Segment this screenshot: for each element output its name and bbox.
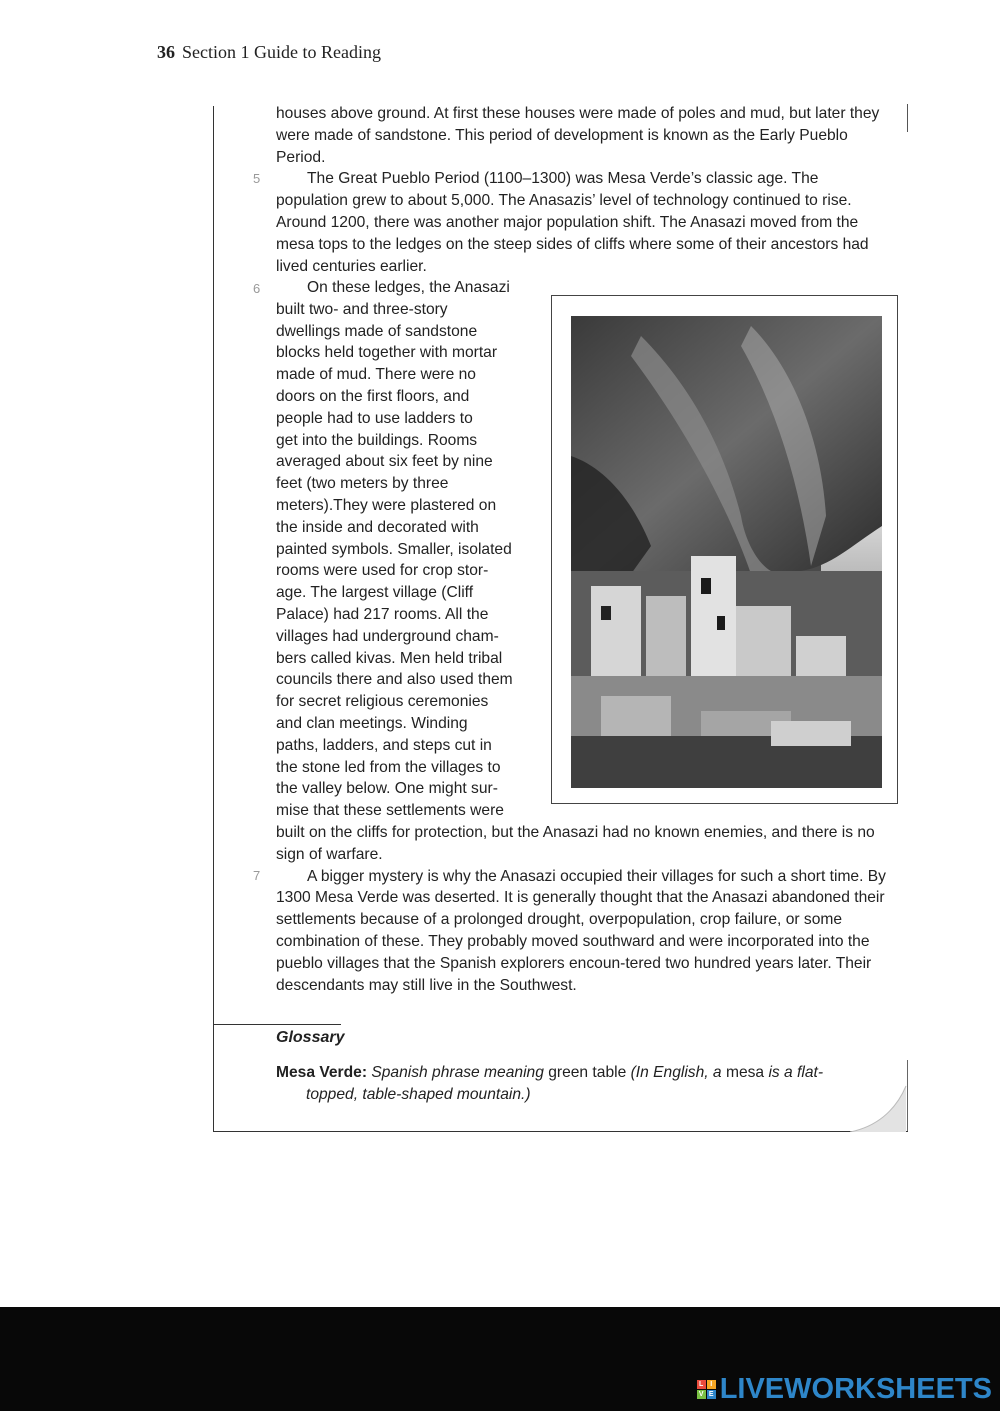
page-number: 36 <box>157 42 175 62</box>
cliff-dwelling-photo <box>571 316 882 788</box>
text-line: villages had underground cham- <box>276 627 499 645</box>
body-text-bottom <box>276 822 886 996</box>
page-header <box>157 42 381 63</box>
text-line: for secret religious ceremonies <box>276 693 489 711</box>
logo-letter: I <box>707 1380 716 1389</box>
glossary-entry <box>276 1062 866 1106</box>
text-line: councils there and also used them <box>276 671 513 689</box>
text-line: On these ledges, the Anasazi <box>307 279 510 296</box>
text-line: bers called kivas. Men held tribal <box>276 649 503 667</box>
text-line: built two- and three-story <box>276 300 448 318</box>
paragraph-continued: houses above ground. At first these houses were made of poles and mud, but later they were made of sandstone. This period of development is known as the Early Pueblo Period. <box>276 105 880 166</box>
glossary-rule <box>213 1024 341 1025</box>
logo-text: LIVEWORKSHEETS <box>719 1373 992 1405</box>
text-line: meters).They were plastered on <box>276 496 497 514</box>
glossary-def-3: (In English, a <box>630 1064 722 1081</box>
page-curl-decoration <box>850 1082 908 1132</box>
logo-grid-icon <box>697 1380 716 1399</box>
text-line: blocks held together with mortar <box>276 344 498 362</box>
glossary-def-4: mesa <box>725 1064 765 1081</box>
glossary-def-1: Spanish phrase meaning <box>371 1064 544 1081</box>
text-line: and clan meetings. Winding <box>276 714 468 732</box>
frame-right-border-top <box>907 104 908 132</box>
logo-letter: E <box>707 1390 716 1399</box>
text-line: painted symbols. Smaller, isolated <box>276 540 512 558</box>
text-line: Palace) had 217 rooms. All the <box>276 605 489 623</box>
glossary-def-2: green table <box>548 1064 627 1081</box>
text-line: feet (two meters by three <box>276 475 449 493</box>
text-line: dwellings made of sandstone <box>276 322 478 340</box>
frame-left-border <box>213 106 214 1132</box>
text-line: the valley below. One might sur- <box>276 780 498 798</box>
text-line: doors on the first floors, and <box>276 387 470 405</box>
glossary-title: Glossary <box>276 1029 345 1046</box>
paragraph-7: A bigger mystery is why the Anasazi occupied their villages for such a short time. By 1300 Mesa Verde was deserted. It is generally thought that the Anasazi abandoned their settlements because of a prolonged drought, overpopulation, crop failure, or some combination of these. They probably moved southward and were incorporated into the pueblo villages that the Spanish explorers encoun-tered two hundred years later. Their descendants may still live in the Southwest. <box>276 867 886 994</box>
paragraph-number-6: 6 <box>253 281 261 296</box>
glossary-def-5: is a flat-topped, table-shaped mountain.) <box>306 1064 824 1103</box>
text-line: people had to use ladders to <box>276 409 473 427</box>
cliff-palace-photo-frame <box>551 295 898 804</box>
body-text-top <box>276 103 886 277</box>
text-line: age. The largest village (Cliff <box>276 584 474 602</box>
text-line: the stone led from the villages to <box>276 758 501 776</box>
paragraph-5: The Great Pueblo Period (1100–1300) was Mesa Verde’s classic age. The population grew to about 5,000. The Anasazis’ level of technology continued to rise. Around 1200, there was another major population shift. The Anasazi moved from the mesa tops to the ledges on the steep sides of cliffs where some of their ancestors had lived centuries earlier. <box>276 170 869 275</box>
glossary-term: Mesa Verde: <box>276 1064 368 1081</box>
paragraph-6-end: built on the cliffs for protection, but the Anasazi had no known enemies, and there is no sign of warfare. <box>276 824 875 863</box>
text-line: rooms were used for crop stor- <box>276 562 489 580</box>
text-line: made of mud. There were no <box>276 366 476 384</box>
text-line: mise that these settlements were <box>276 802 504 820</box>
liveworksheets-logo <box>697 1373 992 1406</box>
paragraph-number-7: 7 <box>253 868 261 883</box>
text-line: get into the buildings. Rooms <box>276 431 478 449</box>
section-title: Section 1 Guide to Reading <box>182 42 381 62</box>
frame-bottom-border <box>213 1131 908 1132</box>
logo-letter: L <box>697 1380 706 1389</box>
logo-letter: V <box>697 1390 706 1399</box>
paragraph-6-column <box>276 277 536 822</box>
text-line: averaged about six feet by nine <box>276 453 493 471</box>
text-line: paths, ladders, and steps cut in <box>276 736 492 754</box>
paragraph-number-5: 5 <box>253 171 261 186</box>
text-line: the inside and decorated with <box>276 518 479 536</box>
